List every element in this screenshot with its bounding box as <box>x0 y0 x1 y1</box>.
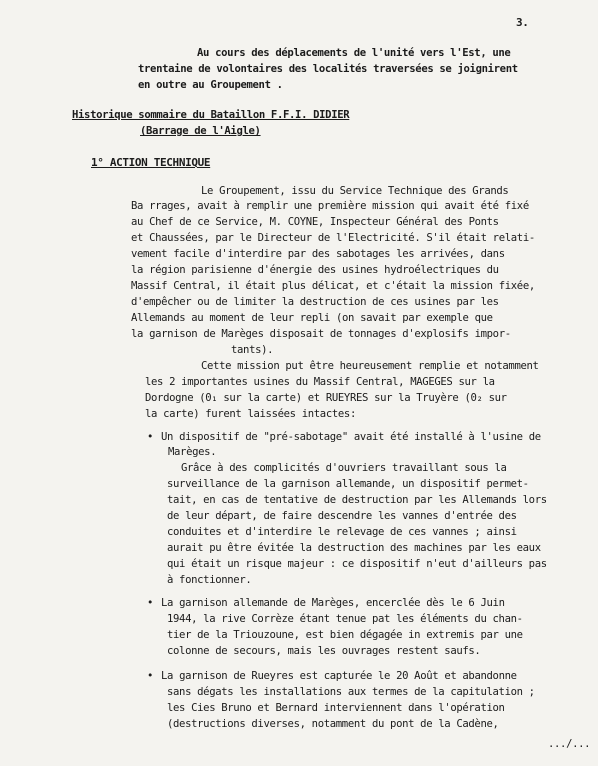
paragraph-line: au Chef de ce Service, M. COYNE, Inspecteur Général des Ponts <box>131 216 499 228</box>
bullet-mark: • <box>147 670 154 682</box>
intro-line: trentaine de volontaires des localités traversées se joignirent <box>138 63 518 75</box>
bullet-line: sans dégats les installations aux termes de la capitulation ; <box>167 686 535 698</box>
bullet-mark: • <box>147 431 154 443</box>
bullet-line: colonne de secours, mais les ouvrages restent saufs. <box>167 645 481 657</box>
paragraph-line: la carte) furent laissées intactes: <box>145 408 356 420</box>
bullet-line: Grâce à des complicités d'ouvriers travaillant sous la <box>181 462 507 474</box>
bullet-line: aurait pu être évitée la destruction des machines par les eaux <box>167 542 541 554</box>
paragraph-line: et Chaussées, par le Directeur de l'Electricité. S'il était relati- <box>131 232 535 244</box>
page-number: 3. <box>516 16 529 29</box>
paragraph-line: la garnison de Marèges disposait de tonnages d'explosifs impor- <box>131 328 511 340</box>
continuation-mark: .../... <box>548 738 591 750</box>
paragraph-line: Dordogne (0₁ sur la carte) et RUEYRES sur la Truyère (0₂ sur <box>145 392 507 404</box>
paragraph-line: Massif Central, il était plus délicat, et c'était la mission fixée, <box>131 280 535 292</box>
paragraph-line: Cette mission put être heureusement remplie et notamment <box>201 360 539 372</box>
bullet-line: qui était un risque majeur : ce dispositif n'eut d'ailleurs pas <box>167 558 547 570</box>
bullet-line: de leur départ, de faire descendre les vannes d'entrée des <box>167 510 517 522</box>
bullet-line: conduites et d'interdire le relevage de ces vannes ; ainsi <box>167 526 517 538</box>
bullet-line: Un dispositif de "pré-sabotage" avait été installé à l'usine de <box>161 431 541 443</box>
paragraph-line: d'empêcher ou de limiter la destruction de ces usines par les <box>131 296 499 308</box>
document-heading: Historique sommaire du Bataillon F.F.I. DIDIER <box>72 109 350 121</box>
bullet-line: surveillance de la garnison allemande, un dispositif permet- <box>167 478 529 490</box>
paragraph-line: la région parisienne d'énergie des usines hydroélectriques du <box>131 264 499 276</box>
bullet-line: 1944, la rive Corrèze étant tenue pat les éléments du chan- <box>167 613 523 625</box>
paragraph-line: Le Groupement, issu du Service Technique des Grands <box>201 185 509 197</box>
bullet-line: les Cies Bruno et Bernard interviennent dans l'opération <box>167 702 505 714</box>
section-title: 1° ACTION TECHNIQUE <box>91 156 211 169</box>
bullet-line: La garnison de Rueyres est capturée le 20 Août et abandonne <box>161 670 517 682</box>
bullet-line: La garnison allemande de Marèges, encerclée dès le 6 Juin <box>161 597 505 609</box>
document-subheading: (Barrage de l'Aigle) <box>140 125 261 137</box>
paragraph-line: Allemands au moment de leur repli (on savait par exemple que <box>131 312 493 324</box>
intro-line: Au cours des déplacements de l'unité vers l'Est, une <box>197 47 511 59</box>
bullet-line: Marèges. <box>168 446 217 458</box>
paragraph-line: vement facile d'interdire par des sabotages les arrivées, dans <box>131 248 505 260</box>
bullet-line: à fonctionner. <box>167 574 252 586</box>
paragraph-line: tants). <box>231 344 274 356</box>
bullet-line: tier de la Triouzoune, est bien dégagée in extremis par une <box>167 629 523 641</box>
paragraph-line: les 2 importantes usines du Massif Central, MAGEGES sur la <box>145 376 495 388</box>
bullet-line: (destructions diverses, notamment du pont de la Cadène, <box>167 718 499 730</box>
bullet-mark: • <box>147 597 154 609</box>
paragraph-line: Ba rrages, avait à remplir une première mission qui avait été fixé <box>131 200 529 212</box>
bullet-line: tait, en cas de tentative de destruction par les Allemands lors <box>167 494 547 506</box>
intro-line: en outre au Groupement . <box>138 79 283 91</box>
